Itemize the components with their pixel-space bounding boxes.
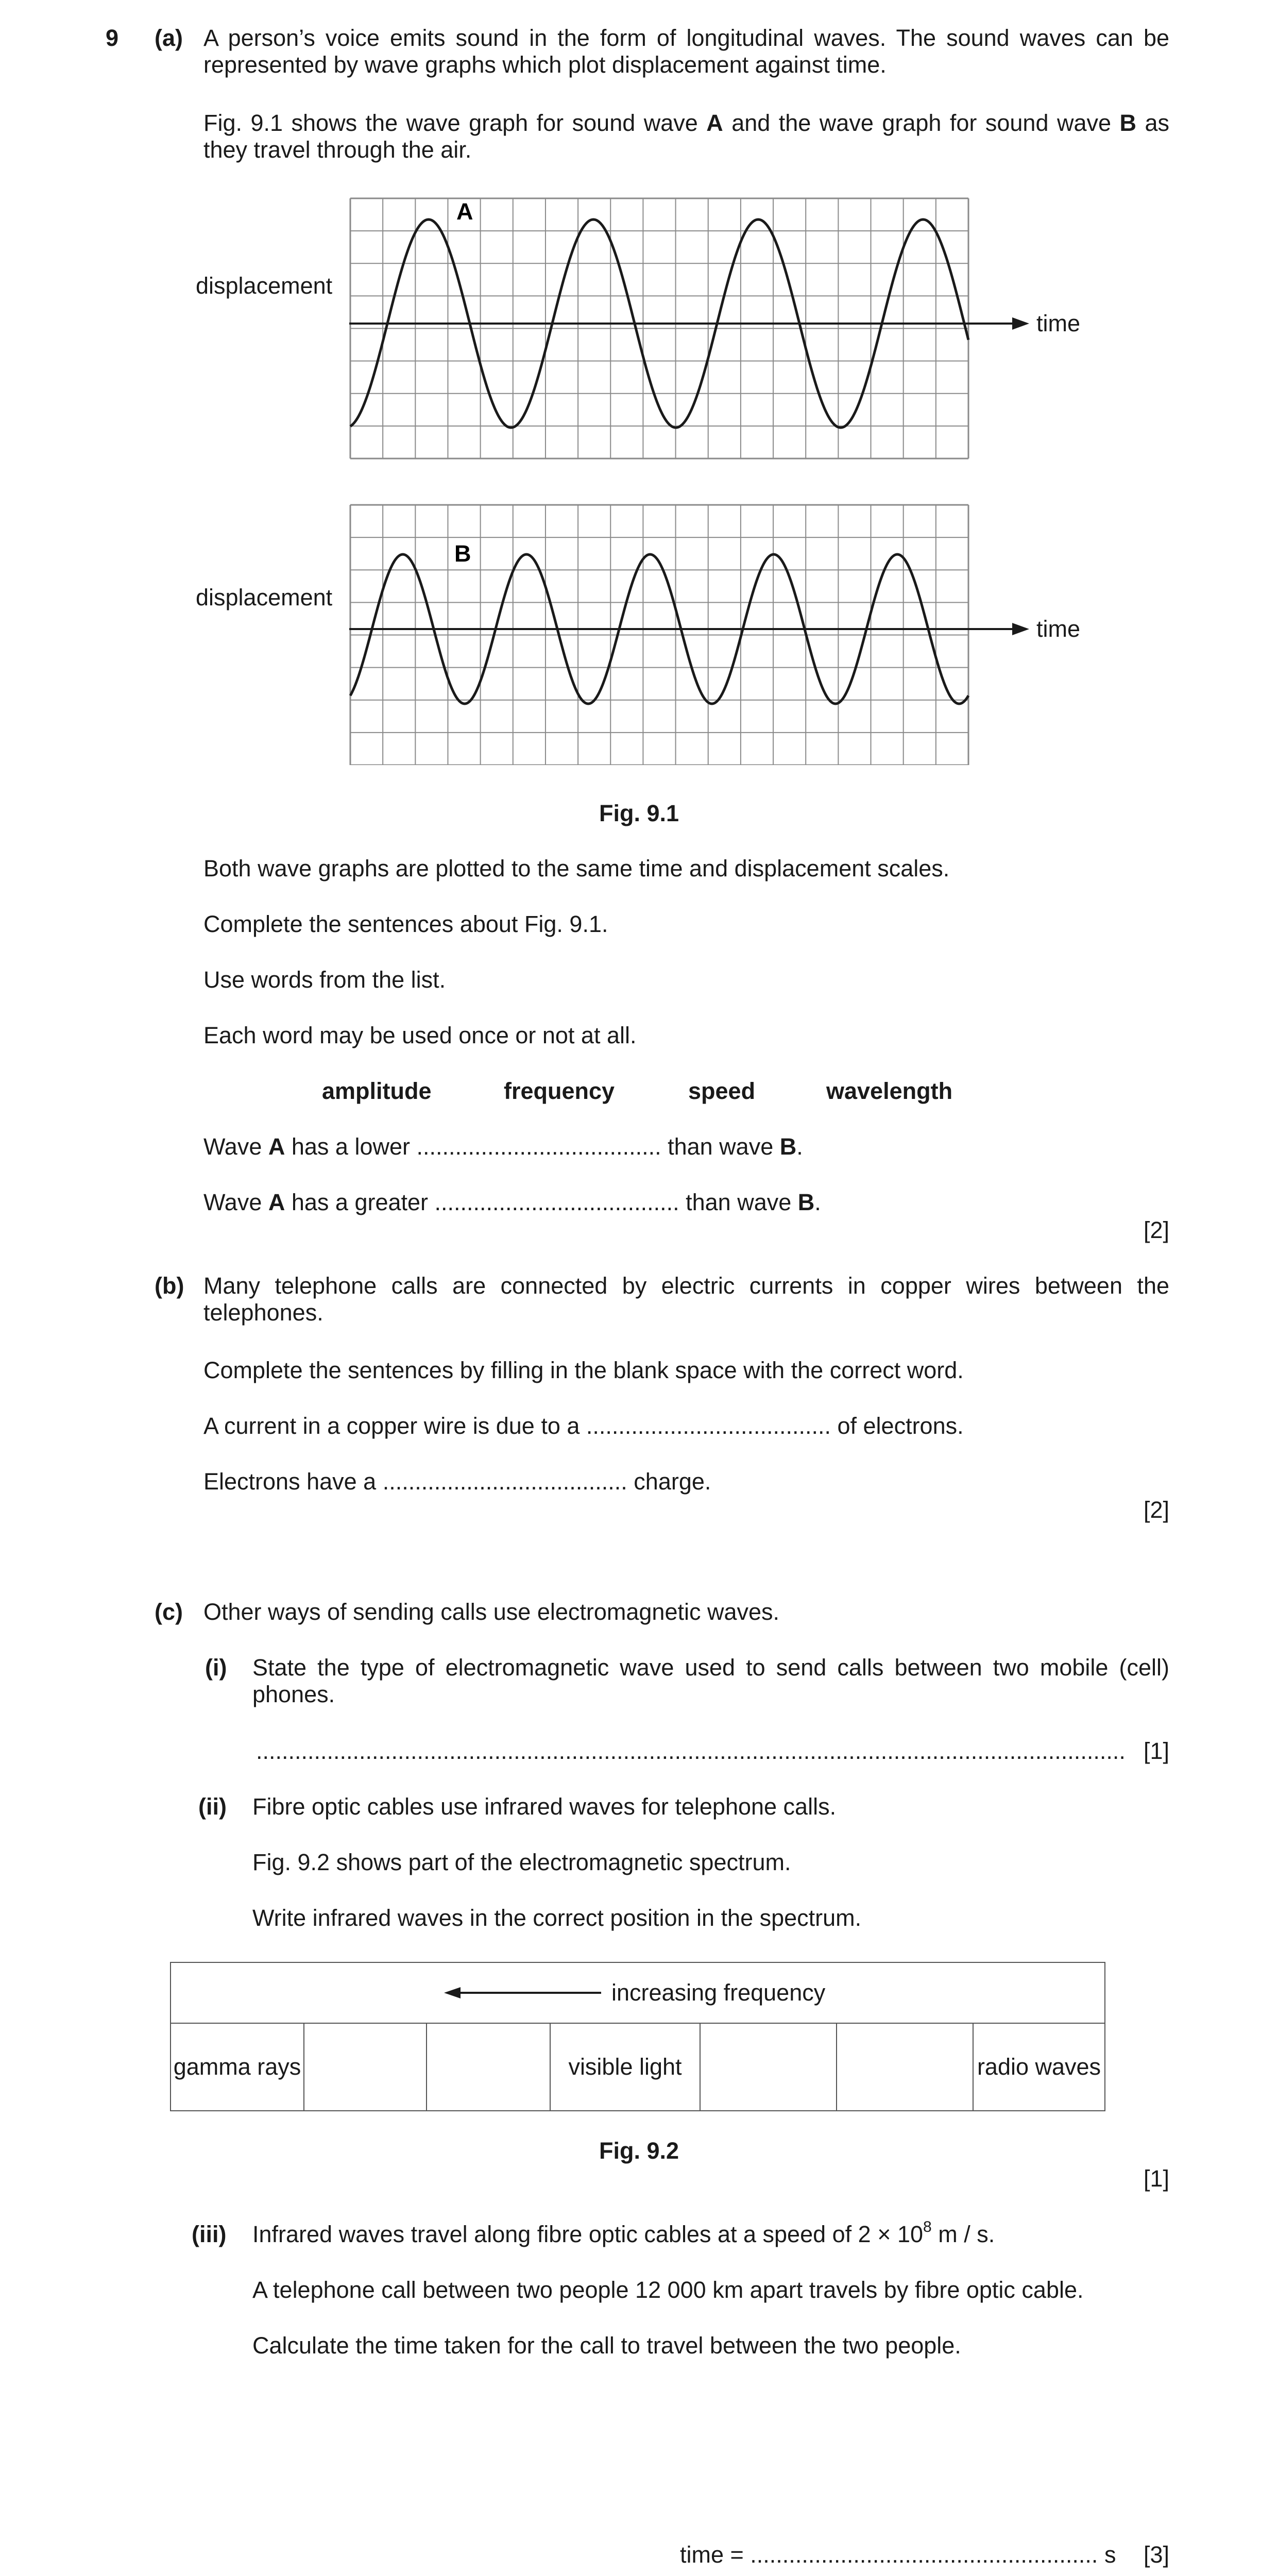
part-cii-fig-ref: Fig. 9.2 shows part of the electromagnetic spectrum. xyxy=(252,1849,791,1875)
graph-a-xlabel: time xyxy=(1036,310,1081,336)
part-cii-text: Fibre optic cables use infrared waves for telephone calls. xyxy=(252,1793,837,1820)
wave-graph-b xyxy=(175,497,1102,765)
spectrum-cell-blank-2[interactable] xyxy=(427,2023,551,2111)
answer-blank-greater[interactable]: ...................................... xyxy=(434,1189,679,1215)
part-a-label: (a) xyxy=(155,25,183,51)
part-a-marks: [2] xyxy=(1143,1217,1169,1243)
graph-a-letter: A xyxy=(456,198,473,225)
time-answer-blank[interactable]: ...................................................... xyxy=(750,2541,1098,2568)
sentence-greater: Wave A has a greater ...................................... than wave B. xyxy=(203,1189,821,1215)
part-cii-marks: [1] xyxy=(1143,2165,1169,2192)
part-ciii-label: (iii) xyxy=(192,2221,227,2247)
both-graphs-text: Both wave graphs are plotted to the same time and displacement scales. xyxy=(203,855,950,882)
part-ciii-calc: Calculate the time taken for the call to travel between the two people. xyxy=(252,2332,961,2359)
question-number: 9 xyxy=(106,25,119,51)
part-b-marks: [2] xyxy=(1143,1497,1169,1523)
word-amplitude: amplitude xyxy=(322,1078,432,1104)
fig91-caption: Fig. 9.1 xyxy=(599,800,679,826)
left-arrow-icon xyxy=(444,1982,604,2003)
part-ciii-marks: [3] xyxy=(1143,2541,1169,2568)
time-answer-line: time = ...................................................... s xyxy=(680,2541,1116,2568)
increasing-frequency-label: increasing frequency xyxy=(611,1979,826,2006)
word-frequency: frequency xyxy=(504,1078,615,1104)
spectrum-cell-gamma: gamma rays xyxy=(171,2023,304,2111)
part-cii-label: (ii) xyxy=(198,1793,227,1820)
wave-graph-a xyxy=(175,191,1102,469)
part-b-sentence-2[interactable]: Electrons have a ...................................... charge. xyxy=(203,1468,711,1495)
spectrum-cell-radio: radio waves xyxy=(977,2054,1101,2080)
use-words-text: Use words from the list. xyxy=(203,967,446,993)
part-cii-instruction: Write infrared waves in the correct position in the spectrum. xyxy=(252,1905,862,1931)
part-ci-marks: [1] xyxy=(1143,1738,1169,1764)
part-ciii-speed: Infrared waves travel along fibre optic cables at a speed of $2 \times 10^8$ m / s. xyxy=(252,2218,995,2247)
graph-b-xlabel: time xyxy=(1036,616,1081,642)
complete-sentences-text: Complete the sentences about Fig. 9.1. xyxy=(203,911,608,937)
word-speed: speed xyxy=(688,1078,756,1104)
part-a-intro: A person’s voice emits sound in the form of longitudinal waves. The sound waves can be represented by wave graphs which plot displacement against time. xyxy=(203,25,1169,78)
spectrum-cell-visible: visible light xyxy=(551,2023,701,2111)
spectrum-cell-blank-1[interactable] xyxy=(304,2023,427,2111)
word-wavelength: wavelength xyxy=(826,1078,953,1104)
part-b-complete: Complete the sentences by filling in the blank space with the correct word. xyxy=(203,1357,964,1383)
part-ci-answer-line[interactable]: ....................................................................................................................................... xyxy=(256,1738,1126,1764)
graph-b-grid xyxy=(350,505,968,765)
graph-a-arrowhead xyxy=(1012,317,1029,330)
answer-blank-lower[interactable]: ...................................... xyxy=(416,1133,661,1160)
graph-a-ylabel: displacement xyxy=(196,273,333,299)
part-c-intro: Other ways of sending calls use electromagnetic waves. xyxy=(203,1599,780,1625)
part-ci-label: (i) xyxy=(205,1654,227,1681)
graph-b-arrowhead xyxy=(1012,623,1029,635)
spectrum-header xyxy=(171,1963,1104,2024)
spectrum-cell-blank-3[interactable] xyxy=(701,2023,837,2111)
em-spectrum-table xyxy=(170,1962,1105,2111)
graph-b-ylabel: displacement xyxy=(196,584,333,611)
part-c-label: (c) xyxy=(155,1599,183,1625)
fig91-intro: Fig. 9.1 shows the wave graph for sound wave A and the wave graph for sound wave B as they travel through the air. xyxy=(203,110,1169,163)
part-ci-text: State the type of electromagnetic wave used to send calls between two mobile (cell) phones. xyxy=(252,1654,1169,1707)
part-b-label: (b) xyxy=(155,1273,184,1299)
part-ciii-call: A telephone call between two people 12 000 km apart travels by fibre optic cable. xyxy=(252,2277,1084,2303)
each-word-text: Each word may be used once or not at all. xyxy=(203,1022,637,1048)
part-b-sentence-1[interactable]: A current in a copper wire is due to a ...................................... of electrons. xyxy=(203,1413,964,1439)
fig92-caption: Fig. 9.2 xyxy=(599,2138,679,2164)
spectrum-cell-blank-4[interactable] xyxy=(837,2023,974,2111)
sentence-lower: Wave A has a lower ...................................... than wave B. xyxy=(203,1133,803,1160)
graph-b-letter: B xyxy=(454,540,471,567)
part-b-intro: Many telephone calls are connected by electric currents in copper wires between the telephones. xyxy=(203,1273,1169,1326)
